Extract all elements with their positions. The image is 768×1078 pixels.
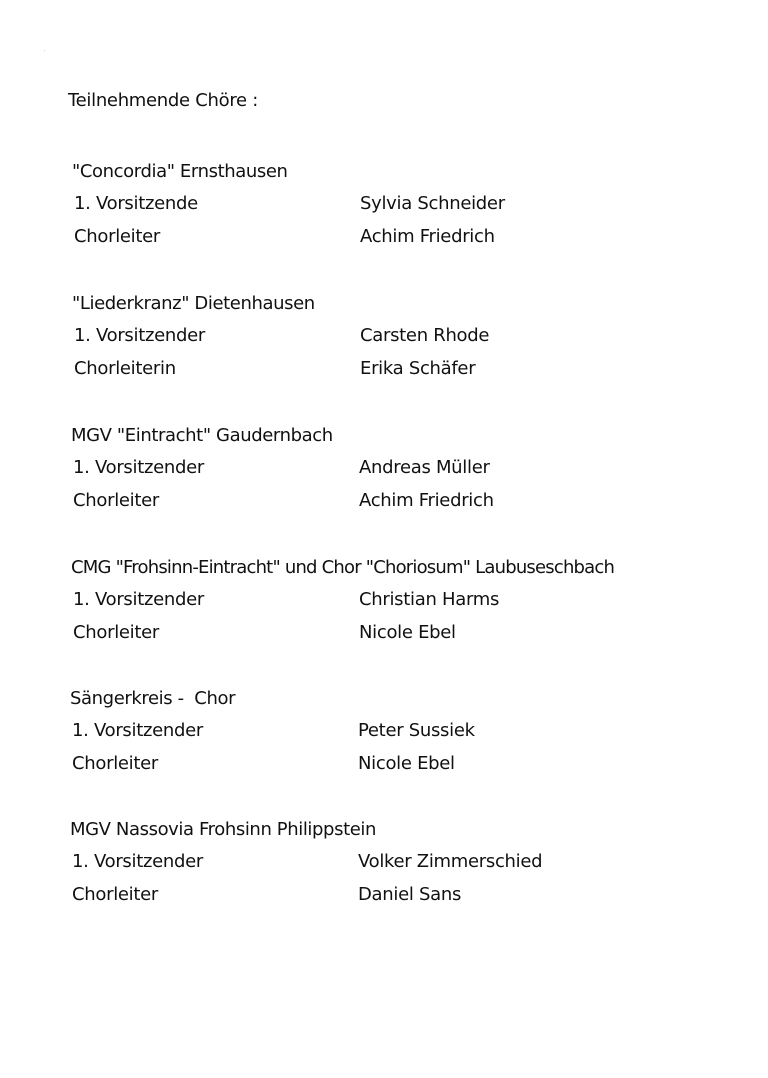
member-row <box>71 457 711 490</box>
member-row <box>71 622 751 655</box>
member-person: Peter Sussiek <box>358 720 475 741</box>
member-role: Chorleiterin <box>74 358 176 379</box>
choir-name: MGV Nassovia Frohsinn Philippstein <box>70 819 377 840</box>
member-person: Achim Friedrich <box>359 490 494 511</box>
member-role: Chorleiter <box>74 226 160 247</box>
choir-name: "Liederkranz" Dietenhausen <box>72 293 315 314</box>
member-person: Carsten Rhode <box>360 325 490 346</box>
member-person: Nicole Ebel <box>359 622 456 643</box>
member-row <box>71 589 751 622</box>
member-person: Nicole Ebel <box>358 753 455 774</box>
member-person: Erika Schäfer <box>360 358 476 379</box>
document-title: Teilnehmende Chöre : <box>68 90 258 111</box>
member-row <box>71 490 711 523</box>
member-role: Chorleiter <box>72 753 158 774</box>
choir-block-nassovia <box>70 818 710 917</box>
choir-name: CMG "Frohsinn-Eintracht" und Chor "Choriosum" Laubuseschbach <box>71 557 615 578</box>
member-role: 1. Vorsitzender <box>73 457 204 478</box>
choir-name: "Concordia" Ernsthausen <box>72 161 288 182</box>
member-role: Chorleiter <box>73 490 159 511</box>
choir-name: Sängerkreis - Chor <box>70 688 236 709</box>
member-row <box>70 884 710 917</box>
member-person: Volker Zimmerschied <box>358 851 543 872</box>
member-row <box>72 325 712 358</box>
member-role: 1. Vorsitzende <box>74 193 198 214</box>
member-role: 1. Vorsitzender <box>73 589 204 610</box>
choir-block-frohsinn-eintracht <box>71 556 751 655</box>
member-person: Sylvia Schneider <box>360 193 505 214</box>
choir-block-eintracht <box>71 424 711 523</box>
member-role: 1. Vorsitzender <box>74 325 205 346</box>
member-row <box>72 193 712 226</box>
member-person: Achim Friedrich <box>360 226 495 247</box>
member-row <box>70 720 710 753</box>
member-role: 1. Vorsitzender <box>72 720 203 741</box>
member-person: Christian Harms <box>359 589 500 610</box>
member-person: Daniel Sans <box>358 884 462 905</box>
scan-speck <box>44 50 45 51</box>
choir-block-concordia <box>72 160 712 259</box>
choir-block-saengerkreis <box>70 687 710 786</box>
member-role: Chorleiter <box>72 884 158 905</box>
member-role: 1. Vorsitzender <box>72 851 203 872</box>
member-row <box>72 358 712 391</box>
member-role: Chorleiter <box>73 622 159 643</box>
member-row <box>70 753 710 786</box>
member-row <box>70 851 710 884</box>
choir-name: MGV "Eintracht" Gaudernbach <box>71 425 333 446</box>
member-row <box>72 226 712 259</box>
member-person: Andreas Müller <box>359 457 490 478</box>
choir-block-liederkranz <box>72 292 712 391</box>
